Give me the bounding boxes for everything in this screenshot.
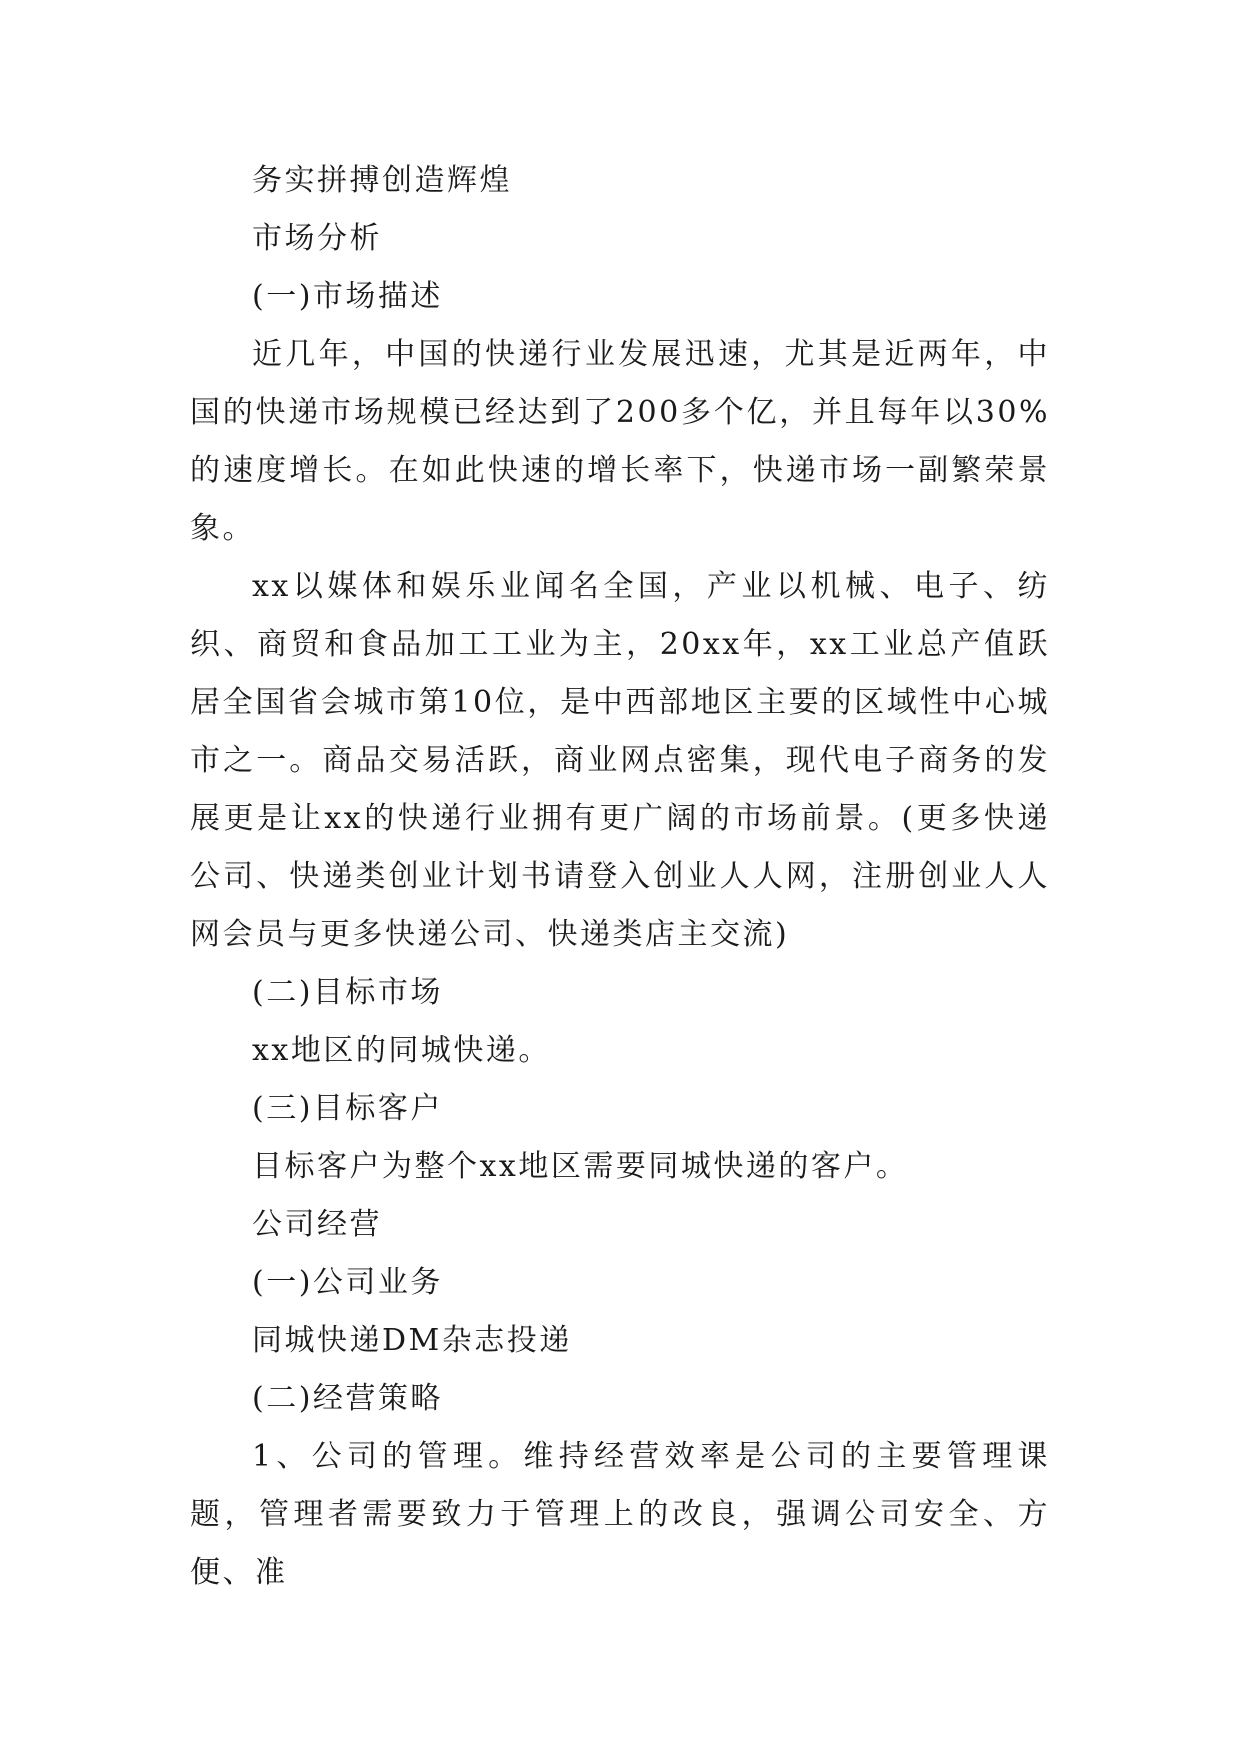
slogan-heading: 务实拼搏创造辉煌 [252, 163, 512, 198]
subheading-market-description: (一)市场描述 [252, 279, 443, 314]
subheading-target-market: (二)目标市场 [252, 975, 443, 1010]
subheading-target-customer: (三)目标客户 [252, 1091, 443, 1126]
document-body [190, 152, 1050, 1602]
paragraph-city-overview: xx以媒体和娱乐业闻名全国，产业以机械、电子、纺织、商贸和食品加工工业为主，20xx年，xx工业总产值跃居全国省会城市第10位，是中西部地区主要的区域性中心城市之一。商品交易活跃，商业网点密集，现代电子商务的发展更是让xx的快递行业拥有更广阔的市场前景。(更多快递公司、快递类创业计划书请登入创业人人网，注册创业人人网会员与更多快递公司、快递类店主交流) [190, 569, 1050, 952]
paragraph-target-market: xx地区的同城快递。 [252, 1033, 551, 1068]
paragraph-market-description: 近几年，中国的快递行业发展迅速，尤其是近两年，中国的快递市场规模已经达到了200多个亿，并且每年以30%的速度增长。在如此快速的增长率下，快递市场一副繁荣景象。 [190, 337, 1050, 546]
subheading-business-strategy: (二)经营策略 [252, 1381, 443, 1416]
section-heading-market-analysis: 市场分析 [252, 221, 382, 256]
paragraph-company-business: 同城快递DM杂志投递 [252, 1323, 572, 1358]
section-heading-company-operation: 公司经营 [252, 1207, 382, 1242]
paragraph-company-management: 1、公司的管理。维持经营效率是公司的主要管理课题，管理者需要致力于管理上的改良，强调公司安全、方便、准 [190, 1439, 1050, 1590]
subheading-company-business: (一)公司业务 [252, 1265, 443, 1300]
paragraph-target-customer: 目标客户为整个xx地区需要同城快递的客户。 [252, 1149, 909, 1184]
